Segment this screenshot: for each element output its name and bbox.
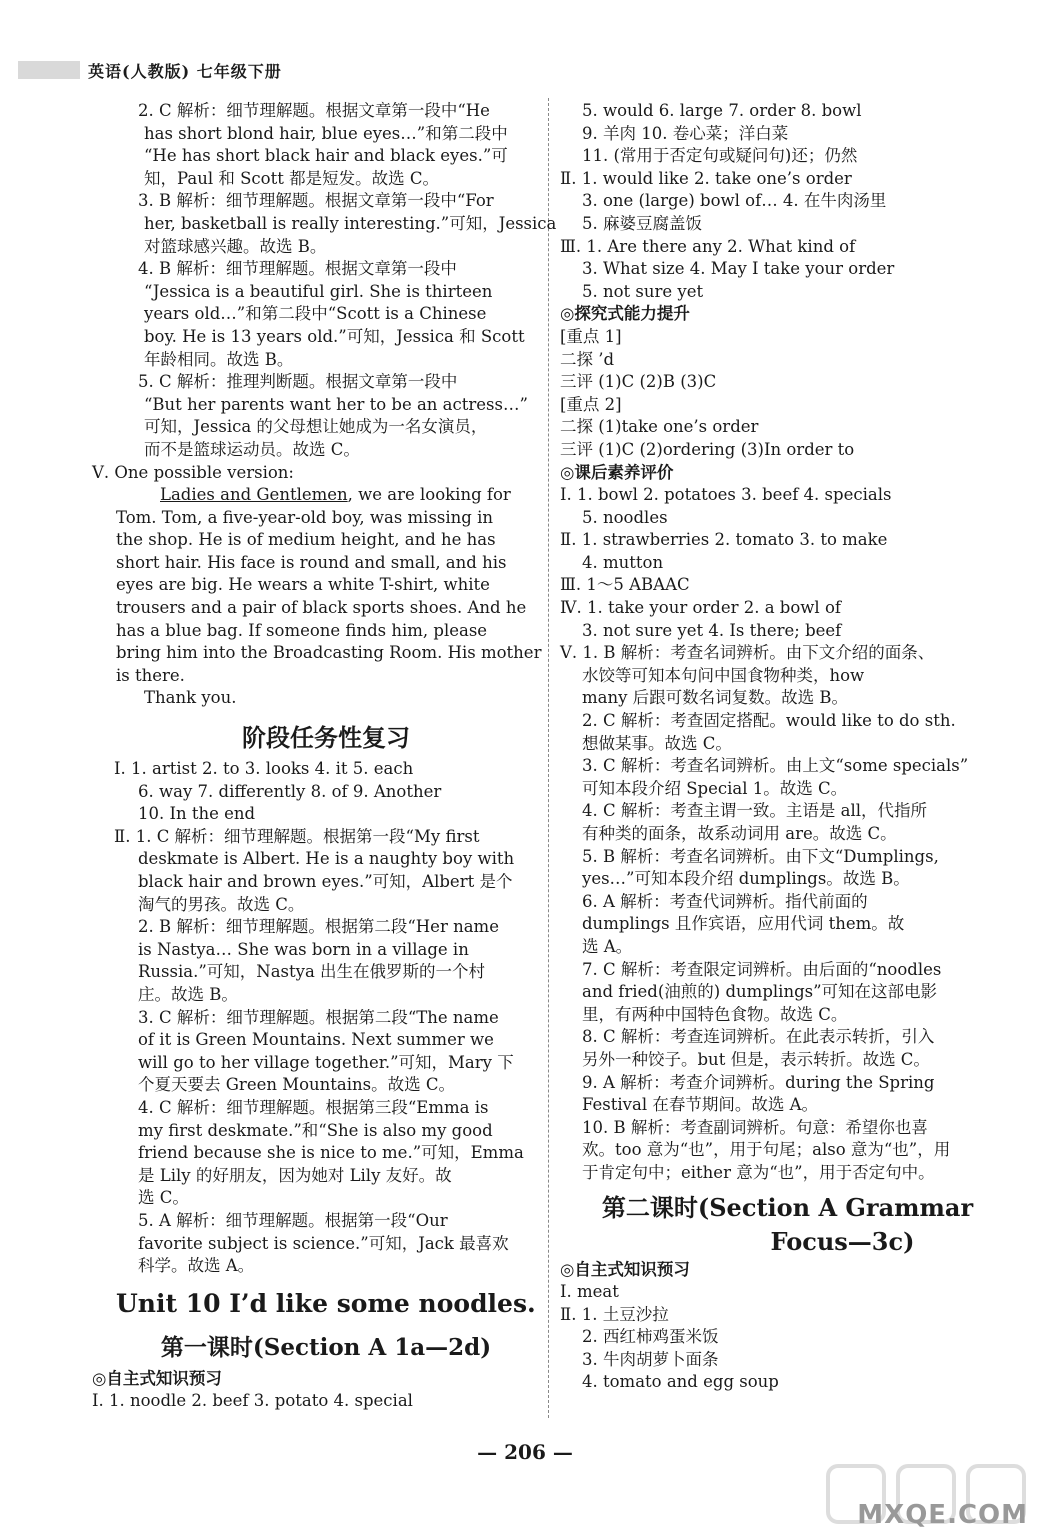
answer-line: 是 Lily 的好朋友，因为她对 Lily 友好。故 xyxy=(138,1165,452,1185)
answer-line: “He has short black hair and black eyes.”可 xyxy=(144,146,508,166)
right-answer-block xyxy=(560,100,1015,1185)
answer-line: many 后跟可数名词复数。故选 B。 xyxy=(582,688,849,708)
answer-line: 而不是篮球运动员。故选 C。 xyxy=(144,439,360,459)
answer-line: ◎课后素养评价 xyxy=(560,462,674,482)
answer-line: 4. B 解析：细节理解题。根据文章第一段中 xyxy=(138,259,457,279)
lesson2-title-line1: 第二课时(Section A Grammar xyxy=(601,1192,974,1222)
right-tail-block xyxy=(560,1281,1015,1394)
watermark-text: MXQE.COM xyxy=(857,1500,1028,1530)
answer-line: Thank you. xyxy=(144,688,237,708)
answer-line: and fried(油煎的) dumplings”可知在这部电影 xyxy=(582,982,938,1002)
review-title: 阶段任务性复习 xyxy=(242,723,410,753)
answer-line: 4. C 解析：考查主谓一致。主语是 all，代指所 xyxy=(582,801,927,821)
answer-line: Ⅱ. 1. strawberries 2. tomato 3. to make xyxy=(560,530,888,550)
left-answer-block xyxy=(92,100,557,710)
answer-line: Tom. Tom, a five-year-old boy, was missing in xyxy=(116,507,494,527)
answer-line: 5. C 解析：推理判断题。根据文章第一段中 xyxy=(138,372,458,392)
answer-line: black hair and brown eyes.”可知，Albert 是个 xyxy=(138,872,513,891)
answer-line: 里，有两种中国特色食物。故选 C。 xyxy=(582,1004,848,1024)
answer-line: has a blue bag. If someone finds him, please xyxy=(116,620,488,640)
answer-line: the shop. He is of medium height, and he has xyxy=(116,530,496,550)
answer-line: favorite subject is science.”可知，Jack 最喜欢 xyxy=(138,1233,509,1253)
answer-line: 想做某事。故选 C。 xyxy=(582,733,732,753)
answer-line: her, basketball is really interesting.”可知，Jessica xyxy=(144,213,557,233)
answer-line: ◎探究式能力提升 xyxy=(560,304,690,324)
answer-line: 4. tomato and egg soup xyxy=(582,1372,779,1392)
answer-line: Ⅰ. meat xyxy=(560,1282,619,1302)
header-title: 英语(人教版) 七年级下册 xyxy=(88,61,282,81)
page-header xyxy=(18,58,282,82)
answer-line: Ⅱ. 1. 土豆沙拉 xyxy=(560,1304,669,1324)
answer-line: 年龄相同。故选 B。 xyxy=(144,349,294,369)
answer-line: 11. (常用于否定句或疑问句)还；仍然 xyxy=(582,146,858,166)
answer-line: Ⅴ. One possible version: xyxy=(92,462,294,482)
answer-line: 对篮球感兴趣。故选 B。 xyxy=(144,236,327,256)
underlined-salutation: Ladies and Gentlemen xyxy=(160,485,348,505)
answer-line xyxy=(116,484,536,507)
answer-line: Festival 在春节期间。故选 A。 xyxy=(582,1095,819,1115)
answer-line: 5. B 解析：考查名词辨析。由下文“Dumplings, xyxy=(582,846,939,866)
answer-line: 可知，Jessica 的父母想让她成为一名女演员， xyxy=(144,417,488,437)
answer-line: trousers and a pair of black sports shoes. And he xyxy=(116,598,527,618)
answer-line: 3. B 解析：细节理解题。根据文章第一段中“For xyxy=(138,191,494,211)
left-column xyxy=(92,100,557,1413)
answer-line: 淘气的男孩。故选 C。 xyxy=(138,894,305,914)
answer-line: Ⅱ. 1. would like 2. take one’s order xyxy=(560,168,852,188)
answer-line: 4. mutton xyxy=(582,552,664,572)
answer-line: 10. B 解析：考查副词辨析。句意：希望你也喜 xyxy=(582,1117,928,1137)
preview-label: ◎自主式知识预习 xyxy=(92,1368,222,1388)
answer-line: 7. C 解析：考查限定词辨析。由后面的“noodles xyxy=(582,959,942,979)
answer-line: 5. would 6. large 7. order 8. bowl xyxy=(582,101,862,120)
answer-line: 3. not sure yet 4. Is there; beef xyxy=(582,620,842,640)
answer-line: Ⅰ. 1. bowl 2. potatoes 3. beef 4. specials xyxy=(560,485,892,505)
answer-line: 可知本段介绍 Special 1。故选 C。 xyxy=(582,778,848,798)
answer-line: “But her parents want her to be an actress…” xyxy=(144,394,528,414)
lesson1-line: Ⅰ. 1. noodle 2. beef 3. potato 4. special xyxy=(92,1391,413,1411)
answer-line: [重点 2] xyxy=(560,394,622,414)
answer-line: Ⅴ. 1. B 解析：考查名词辨析。由下文介绍的面条、 xyxy=(560,643,935,663)
answer-line: Ⅰ. 1. artist 2. to 3. looks 4. it 5. each xyxy=(114,759,414,779)
answer-line: 3. C 解析：考查名词辨析。由上文“some specials” xyxy=(582,756,969,776)
answer-line: Ⅲ. 1. Are there any 2. What kind of xyxy=(560,236,856,256)
answer-line: 6. way 7. differently 8. of 9. Another xyxy=(138,781,442,801)
answer-line: dumplings 且作宾语，应用代词 them。故 xyxy=(582,914,905,934)
right-column xyxy=(560,100,1015,1394)
answer-line: 二探 ’d xyxy=(560,349,615,369)
answer-line: 2. B 解析：细节理解题。根据第二段“Her name xyxy=(138,917,499,937)
answer-line: 庄。故选 B。 xyxy=(138,984,238,1004)
answer-line: 知，Paul 和 Scott 都是短发。故选 C。 xyxy=(144,168,439,188)
answer-line: 5. 麻婆豆腐盖饭 xyxy=(582,213,702,233)
answer-line: 另外一种饺子。but 但是，表示转折。故选 C。 xyxy=(582,1049,930,1069)
answer-line: Ⅳ. 1. take your order 2. a bowl of xyxy=(560,598,841,618)
answer-line: 水饺等可知本句问中国食物种类，how xyxy=(582,665,865,685)
answer-line: 5. A 解析：细节理解题。根据第一段“Our xyxy=(138,1210,448,1230)
answer-line: of it is Green Mountains. Next summer we xyxy=(138,1030,494,1050)
answer-line: [重点 1] xyxy=(560,326,622,346)
answer-line: 三评 (1)C (2)ordering (3)In order to xyxy=(560,439,855,459)
lesson2-title-line2: Focus—3c) xyxy=(770,1226,915,1256)
answer-line: 8. C 解析：考查连词辨析。在此表示转折，引入 xyxy=(582,1027,935,1047)
answer-line: 5. not sure yet xyxy=(582,281,704,301)
answer-line: 个夏天要去 Green Mountains。故选 C。 xyxy=(138,1075,456,1095)
answer-line: 6. A 解析：考查代词辨析。指代前面的 xyxy=(582,891,868,911)
answer-line: 有种类的面条，故系动词用 are。故选 C。 xyxy=(582,824,897,843)
answer-line: 9. A 解析：考查介词辨析。during the Spring xyxy=(582,1072,935,1092)
salutation-continuation: , we are looking for xyxy=(347,485,511,505)
answer-line: will go to her village together.”可知，Mary 下 xyxy=(138,1052,514,1072)
answer-line: 2. 西红柿鸡蛋米饭 xyxy=(582,1327,719,1347)
right-preview-label: ◎自主式知识预习 xyxy=(560,1259,690,1279)
answer-line: 4. C 解析：细节理解题。根据第三段“Emma is xyxy=(138,1097,489,1117)
answer-line: is Nastya… She was born in a village in xyxy=(138,939,469,959)
answer-line: 3. C 解析：细节理解题。根据第二段“The name xyxy=(138,1007,499,1027)
answer-line: 3. What size 4. May I take your order xyxy=(582,259,895,279)
header-tab-mark xyxy=(18,61,80,79)
answer-line: 2. C 解析：考查固定搭配。would like to do sth. xyxy=(582,711,956,731)
answer-line: 10. In the end xyxy=(138,804,256,824)
answer-line: “Jessica is a beautiful girl. She is thirteen xyxy=(144,281,493,301)
page-number: — 206 — xyxy=(477,1440,573,1464)
answer-line: bring him into the Broadcasting Room. His mother xyxy=(116,643,542,663)
answer-line: 3. one (large) bowl of… 4. 在牛肉汤里 xyxy=(582,191,887,211)
answer-line: 欢。too 意为“也”，用于句尾；also 意为“也”，用 xyxy=(582,1140,951,1160)
review-answer-block xyxy=(114,758,536,1278)
answer-line: 三评 (1)C (2)B (3)C xyxy=(560,372,717,392)
answer-line: 于肯定句中；either 意为“也”，用于否定句中。 xyxy=(582,1162,935,1182)
answer-line: short hair. His face is round and small, and his xyxy=(116,552,507,572)
answer-line: friend because she is nice to me.”可知，Emma xyxy=(138,1143,524,1163)
answer-line: Ⅲ. 1～5 ABAAC xyxy=(560,575,690,595)
answer-line: 选 C。 xyxy=(138,1188,189,1208)
column-divider xyxy=(548,98,549,1418)
answer-line: has short blond hair, blue eyes…”和第二段中 xyxy=(144,123,508,143)
answer-line: 选 A。 xyxy=(582,936,633,956)
answer-line: deskmate is Albert. He is a naughty boy with xyxy=(138,849,515,869)
unit-title: Unit 10 I’d like some noodles. xyxy=(116,1288,536,1318)
answer-line: Russia.”可知，Nastya 出生在俄罗斯的一个村 xyxy=(138,962,486,982)
answer-line: yes…”可知本段介绍 dumplings。故选 B。 xyxy=(582,869,910,889)
answer-line: Ⅱ. 1. C 解析：细节理解题。根据第一段“My first xyxy=(114,826,480,846)
answer-line: 二探 (1)take one’s order xyxy=(560,417,759,437)
answer-line: years old…”和第二段中“Scott is a Chinese xyxy=(144,304,487,324)
answer-line: boy. He is 13 years old.”可知，Jessica 和 Scott xyxy=(144,326,525,346)
answer-line: 2. C 解析：细节理解题。根据文章第一段中“He xyxy=(138,101,490,120)
answer-line: is there. xyxy=(116,665,185,685)
answer-line: 9. 羊肉 10. 卷心菜；洋白菜 xyxy=(582,123,789,143)
lesson1-title: 第一课时(Section A 1a—2d) xyxy=(160,1333,492,1361)
answer-line: eyes are big. He wears a white T-shirt, white xyxy=(116,575,490,595)
answer-line: 5. noodles xyxy=(582,507,668,527)
answer-line: 科学。故选 A。 xyxy=(138,1256,255,1276)
answer-line: 3. 牛肉胡萝卜面条 xyxy=(582,1349,719,1369)
answer-line: my first deskmate.”和“She is also my good xyxy=(138,1120,493,1140)
